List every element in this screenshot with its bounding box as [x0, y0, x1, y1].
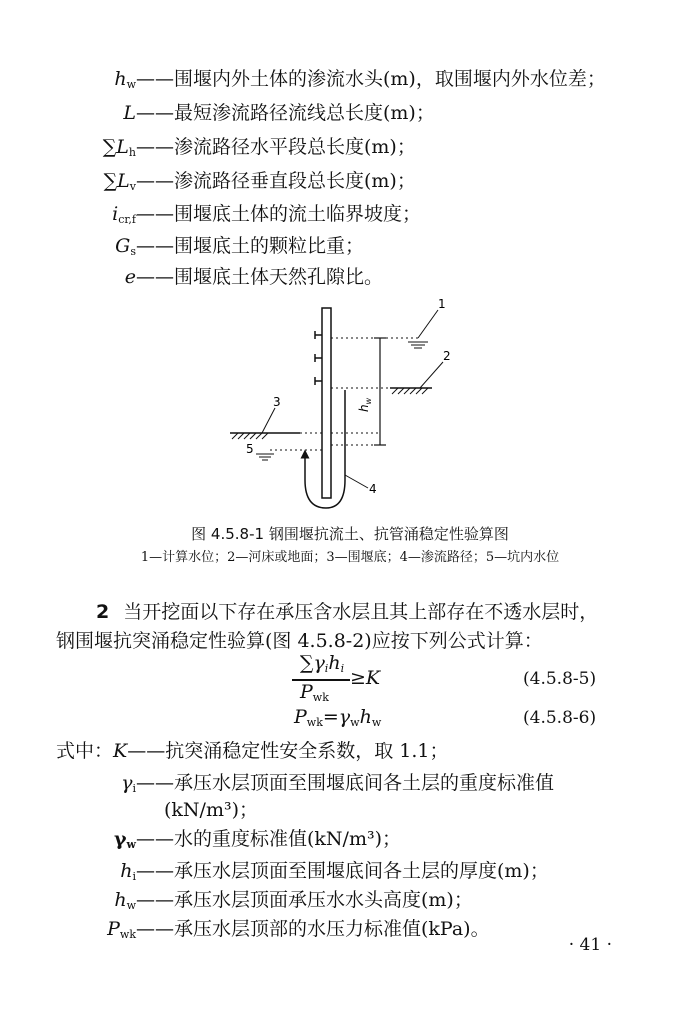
def-hi: $h_i——$承压水层顶面至围堰底间各土层的厚度(m)；: [120, 860, 549, 883]
def-Gs: $G_s——$围堰底土的颗粒比重；: [115, 235, 365, 258]
def-sum-Lv: $\sum L_v——$渗流路径垂直段总长度(m)；: [103, 170, 416, 193]
label-2: 2: [443, 349, 451, 363]
equation-number: (4.5.8-6): [523, 708, 597, 728]
label-5: 5: [246, 442, 254, 456]
page-number: · 41 ·: [568, 935, 612, 955]
def-sum-Lh: $\sum L_h——$渗流路径水平段总长度(m)；: [102, 136, 416, 159]
label-4: 4: [369, 482, 377, 496]
def-icrf: $i_{cr,f}——$围堰底土体的流土临界坡度；: [112, 203, 422, 226]
figure-caption: 图 4.5.8-1 钢围堰抗流土、抗管涌稳定性验算图: [191, 525, 509, 543]
def-gamma-i-unit: (kN/m³)；: [164, 799, 258, 821]
def-hw-bottom: $h_w——$承压水层顶面承压水水头高度(m)；: [114, 889, 473, 912]
label-1: 1: [438, 297, 446, 311]
figure-legend: 1—计算水位；2—河床或地面；3—围堰底；4—渗流路径；5—坑内水位: [140, 550, 560, 565]
cofferdam-figure: [0, 290, 700, 515]
label-3: 3: [273, 395, 281, 409]
def-gamma-i: $\gamma_i——$承压水层顶面至围堰底间各土层的重度标准值: [121, 772, 555, 795]
def-Pwk: $P_{wk}——$承压水层顶部的水压力标准值(kPa)。: [107, 918, 490, 941]
label-hw: $h_w$: [357, 397, 373, 412]
paragraph-line-2: 钢围堰抗突涌稳定性验算(图 4.5.8-2)应按下列公式计算：: [56, 630, 543, 652]
def-gamma-w: $\gamma_w——$水的重度标准值(kN/m³)；: [113, 828, 401, 851]
equation-number: (4.5.8-5): [523, 669, 597, 689]
def-L: L——最短渗流路径流线总长度(m)；: [123, 102, 435, 124]
def-e: e——围堰底土体天然孔隙比。: [124, 266, 384, 288]
def-K: 式中：K——抗突涌稳定性安全系数，取 1.1；: [56, 740, 449, 762]
cofferdam-wall: [322, 308, 331, 498]
paragraph-line-1: 2 当开挖面以下存在承压含水层且其上部存在不透水层时，: [96, 601, 599, 623]
def-hw: $h_w——$围堰内外土体的渗流水头(m)，取围堰内外水位差；: [114, 68, 606, 91]
